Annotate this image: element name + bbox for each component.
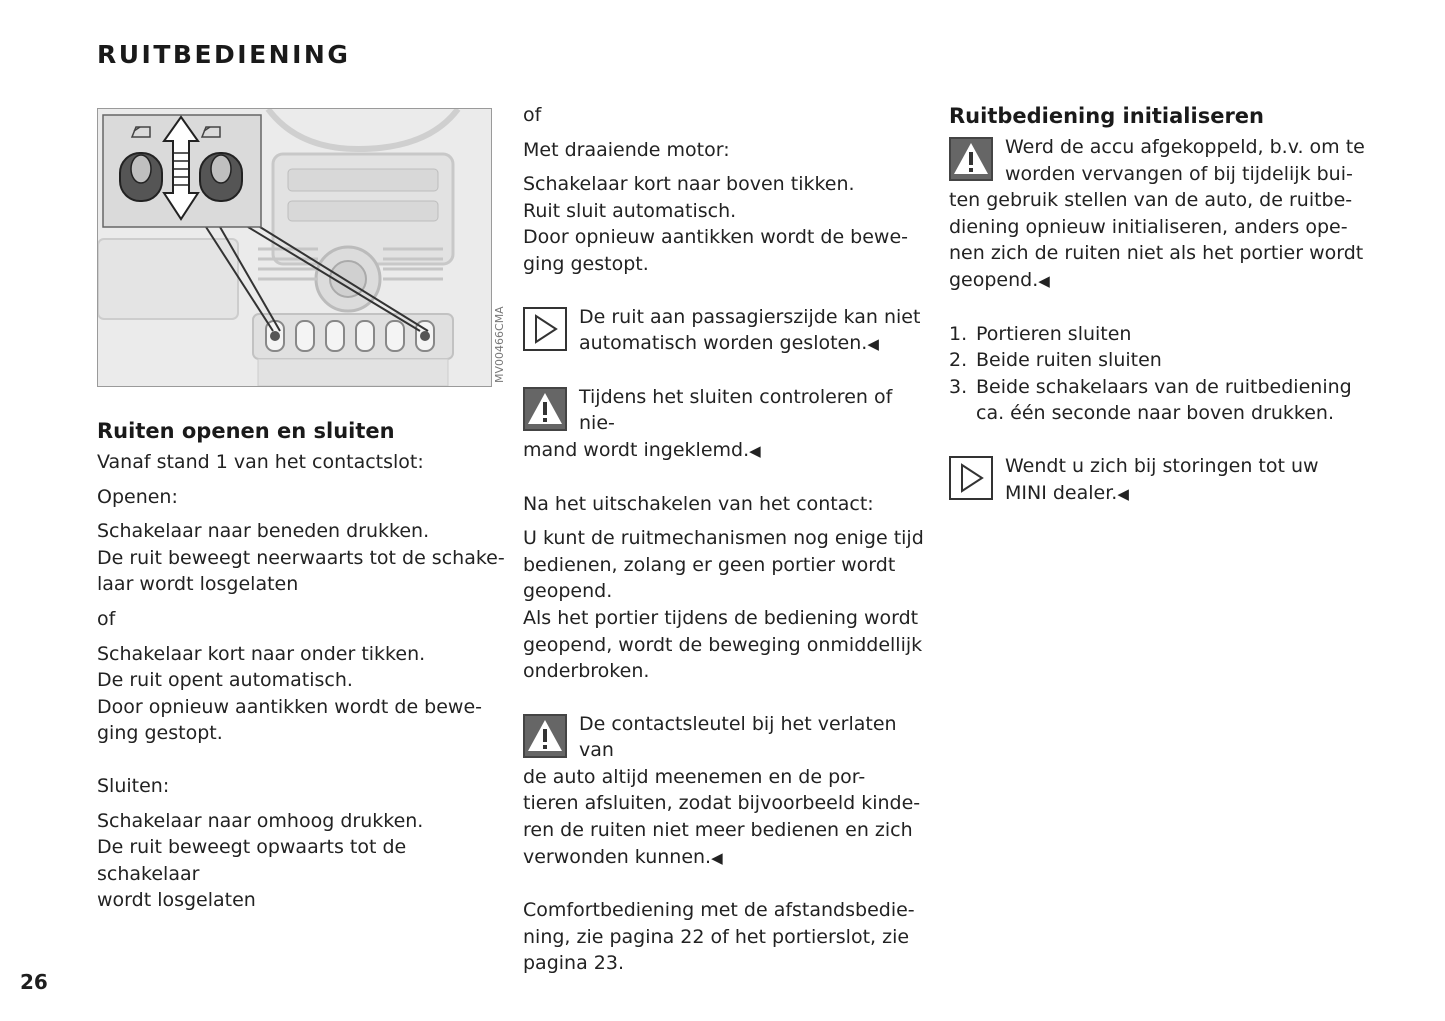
- step-text: Beide ruiten sluiten: [976, 349, 1162, 372]
- paragraph-line: Schakelaar kort naar boven tikken.: [523, 173, 855, 196]
- warning-line: worden vervangen of bij tijdelijk bui-: [1005, 162, 1353, 185]
- warning-line: de auto altijd meenemen en de por-: [523, 765, 866, 788]
- dashboard-illustration: [98, 109, 491, 386]
- paragraph: of: [523, 104, 542, 126]
- step-number: 3.: [949, 375, 968, 398]
- info-note: [523, 304, 933, 358]
- page-title: RUITBEDIENING: [97, 40, 351, 69]
- warning-note: [523, 711, 933, 872]
- note-line: Wendt u zich bij storingen tot uw: [1005, 454, 1319, 477]
- list-item: [949, 321, 1369, 348]
- paragraph-line: geopend.: [523, 580, 613, 603]
- paragraph-line: Ruit sluit automatisch.: [523, 199, 737, 222]
- end-mark-icon: ◀: [867, 335, 879, 354]
- paragraph-line: De ruit beweegt opwaarts tot de schakelaar: [97, 836, 407, 885]
- paragraph-line: Schakelaar naar omhoog drukken.: [97, 809, 424, 832]
- paragraph: Na het uitschakelen van het contact:: [523, 492, 874, 515]
- section-heading-initialize: Ruitbediening initialiseren: [949, 104, 1264, 128]
- warning-line: Werd de accu afgekoppeld, b.v. om te: [1005, 136, 1365, 158]
- figure-code-text: MV00466CMA: [493, 306, 506, 383]
- warning-note: [523, 384, 933, 465]
- note-line: De ruit aan passagierszijde kan niet: [579, 305, 921, 328]
- paragraph-line: ning, zie pagina 22 of het portierslot, zie: [523, 925, 910, 948]
- warning-line: tieren afsluiten, zodat bijvoorbeeld kinde-: [523, 792, 921, 815]
- list-item: [949, 374, 1369, 427]
- warning-line: diening opnieuw initialiseren, anders ope-: [949, 215, 1348, 238]
- step-text: Beide schakelaars van de ruitbediening: [976, 375, 1352, 398]
- window-switch-illustration: [97, 108, 492, 387]
- paragraph-line: Schakelaar kort naar onder tikken.: [97, 642, 426, 665]
- end-mark-icon: ◀: [711, 848, 723, 867]
- warning-line: Tijdens het sluiten controleren of nie-: [579, 385, 893, 435]
- paragraph-line: bedienen, zolang er geen portier wordt: [523, 553, 896, 576]
- page-number: 26: [20, 970, 48, 994]
- paragraph-line: U kunt de ruitmechanismen nog enige tijd: [523, 527, 924, 550]
- paragraph-line: ging gestopt.: [97, 722, 223, 745]
- paragraph-line: geopend, wordt de beweging onmiddellijk: [523, 633, 923, 656]
- paragraph-line: laar wordt losgelaten: [97, 573, 299, 596]
- play-triangle-icon: [523, 307, 567, 351]
- list-item: [949, 347, 1369, 374]
- paragraph-line: Door opnieuw aantikken wordt de bewe-: [97, 695, 483, 718]
- warning-line: verwonden kunnen.: [523, 845, 712, 868]
- paragraph-line: wordt losgelaten: [97, 889, 256, 912]
- paragraph: of: [97, 607, 116, 630]
- column-2: [523, 102, 933, 977]
- warning-note: [949, 134, 1369, 295]
- warning-triangle-icon: [523, 387, 567, 431]
- step-number: 2.: [949, 349, 968, 372]
- play-triangle-icon: [949, 456, 993, 500]
- steps-list: [949, 321, 1369, 427]
- paragraph-line: onderbroken.: [523, 660, 650, 683]
- end-mark-icon: ◀: [1117, 484, 1129, 503]
- warning-line: ren de ruiten niet meer bedienen en zich: [523, 819, 913, 842]
- warning-line: De contactsleutel bij het verlaten van: [579, 712, 897, 762]
- paragraph-line: Schakelaar naar beneden drukken.: [97, 520, 430, 543]
- step-number: 1.: [949, 322, 968, 345]
- paragraph: Vanaf stand 1 van het contactslot:: [97, 451, 424, 473]
- warning-line: geopend.: [949, 268, 1039, 291]
- column-3: [949, 102, 1369, 507]
- paragraph: Openen:: [97, 485, 178, 508]
- paragraph-line: Als het portier tijdens de bediening wordt: [523, 606, 919, 629]
- step-text: Portieren sluiten: [976, 322, 1132, 345]
- info-note: [949, 453, 1369, 507]
- paragraph-line: ging gestopt.: [523, 252, 649, 275]
- paragraph: Sluiten:: [97, 774, 170, 797]
- note-line: automatisch worden gesloten.: [579, 332, 868, 355]
- figure-code: [492, 295, 506, 385]
- warning-line: ten gebruik stellen van de auto, de ruitbe-: [949, 189, 1353, 212]
- warning-triangle-icon: [949, 137, 993, 181]
- paragraph-line: pagina 23.: [523, 952, 624, 975]
- warning-line: mand wordt ingeklemd.: [523, 438, 750, 461]
- end-mark-icon: ◀: [1038, 271, 1050, 290]
- warning-triangle-icon: [523, 714, 567, 758]
- paragraph-line: De ruit beweegt neerwaarts tot de schake-: [97, 546, 505, 569]
- column-1: [97, 417, 507, 914]
- paragraph-line: De ruit opent automatisch.: [97, 669, 353, 692]
- end-mark-icon: ◀: [749, 441, 761, 460]
- warning-line: nen zich de ruiten niet als het portier wordt: [949, 242, 1364, 265]
- paragraph-line: Comfortbediening met de afstandsbedie-: [523, 899, 915, 922]
- step-text: ca. één seconde naar boven drukken.: [976, 402, 1335, 425]
- section-heading-open-close: Ruiten openen en sluiten: [97, 419, 395, 443]
- note-line: MINI dealer.: [1005, 481, 1118, 504]
- paragraph: Met draaiende motor:: [523, 138, 730, 161]
- paragraph-line: Door opnieuw aantikken wordt de bewe-: [523, 226, 909, 249]
